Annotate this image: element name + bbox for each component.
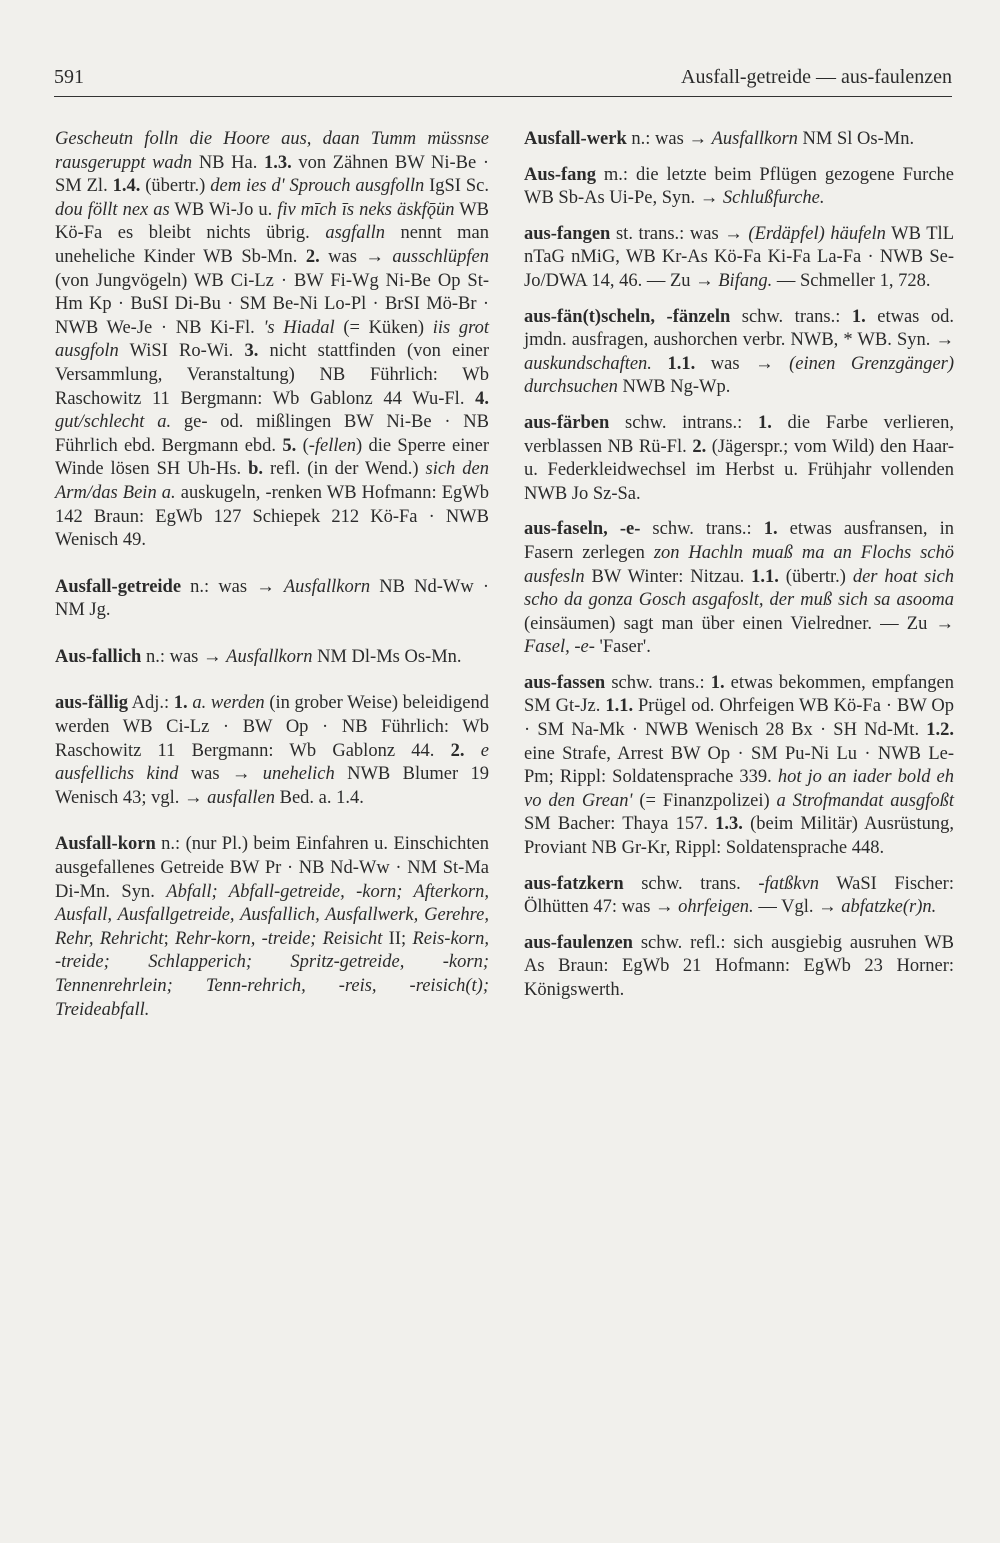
headword: Ausfall-korn [55,834,156,855]
entry-aus-fatzkern: aus-fatzkern schw. trans. -fatßkvn WaSI Fischer: Ölhütten 47: was → ohrfeigen. — Vgl. → abfatzke(r)n. [524,873,954,918]
running-title: Ausfall-getreide — aus-faulenzen [681,66,952,88]
entry-aus-faulenzen: aus-faulenzen schw. refl.: sich ausgiebig ausruhen WB As Braun: EgWb 21 Hofmann: EgWb 23 Horner: Königswerth. [524,932,954,1000]
headword: aus-fatzkern [524,873,624,894]
headword: aus-faulenzen [524,932,633,953]
entry-aus-fassen: aus-fassen schw. trans.: 1. etwas bekommen, empfangen SM Gt-Jz. 1.1. Prügel od. Ohrfeigen WB Kö-Fa · BW Op · SM Na-Mk · NWB Wenisch 28 Bx · SH Nd-Mt. 1.2. eine Strafe, Arrest BW Op · SM Pu-Ni Lu · NWB Le-Pm; Rippl: Soldatensprache 339. hot jo an iader bold eh vo den Grean' (= Finanzpolizei) a Strofmandat ausgfoßt SM Bacher: Thaya 157. 1.3. (beim Militär) Ausrüstung, Proviant NB Gr-Kr, Rippl: Soldatensprache 448. [524,672,955,859]
entry-aus-fallich: Aus-fallich n.: was → Ausfallkorn NM Dl-Ms Os-Mn. [55,646,462,667]
headword: aus-fangen [524,223,611,244]
entry-aus-faseln: aus-faseln, -e- schw. trans.: 1. etwas ausfransen, in Fasern zerlegen zon Hachln muaß ma an Flochs schö ausfesln BW Winter: Nitzau. 1.1. (übertr.) der hoat sich scho da gonza Gosch asgafoslt, der muß sich sa asooma (einsäumen) sagt man über einen Vielredner. — Zu → Fasel, -e- 'Faser'. [524,519,955,658]
entry-aus-faerben: aus-färben schw. intrans.: 1. die Farbe verlieren, verblassen NB Rü-Fl. 2. (Jägerspr.; vom Wild) den Haar- u. Federkleidwechsel im Herbst u. Frühjahr vollenden NWB Jo Sz-Sa. [524,412,954,504]
headword: Ausfall-werk [524,129,627,149]
entry-aus-fangen: aus-fangen st. trans.: was → (Erdäpfel) häufeln WB TlL nTaG nMiG, WB Kr-As Kö-Fa Ki-Fa La-Fa · NWB Se-Jo/DWA 14, 46. — Zu → Bifang. — Schmeller 1, 728. [524,223,954,291]
entry-aus-fang: Aus-fang m.: die letzte beim Pflügen gezogene Furche WB Sb-As Ui-Pe, Syn. → Schlußfurche. [524,164,954,209]
entry-ausfall-werk: Ausfall-werk n.: was → Ausfallkorn NM Sl Os-Mn. [524,129,915,149]
page-number: 591 [54,66,84,88]
headword: Aus-fallich [55,646,142,667]
page-header [54,66,952,94]
headword: Ausfall-getreide [55,576,182,597]
entry-aus-faentscheln: aus-fän(t)scheln, -fänzeln schw. trans.: 1. etwas od. jmdn. ausfragen, aushorchen verbr. NWB, * WB. Syn. → auskundschaften. 1.1. was → (einen Grenzgänger) durchsuchen NWB Ng-Wp. [524,306,955,398]
header-rule [54,96,952,97]
right-column [524,128,954,1003]
headword: Aus-fang [524,164,596,185]
headword: aus-fän(t)scheln, -fänzeln [524,306,731,327]
headword: aus-faseln, -e- [524,519,641,540]
entry-ausfall-getreide: Ausfall-getreide n.: was → Ausfallkorn NB Nd-Ww · NM Jg. [55,576,490,621]
entry-ausfall-korn: Ausfall-korn n.: (nur Pl.) beim Einfahren u. Einschichten ausgefallenes Getreide BW Pr · NB Nd-Ww · NM St-Ma Di-Mn. Syn. Abfall; Abfall-getreide, -korn; Afterkorn, Ausfall, Ausfallgetreide, Ausfallich, Ausfallwerk, Gerehre, Rehr, Rehricht; Rehr-korn, -treide; Reisicht II; Reis-korn, -treide; Schlapperich; Spritz-getreide, -korn; Tennenrehrlein; Tenn-rehrich, -reis, -reisich(t); Treideabfall. [55,834,490,1020]
entry-aus-faellig: aus-fällig Adj.: 1. a. werden (in grober Weise) beleidigend werden WB Ci-Lz · BW Op · NB Führlich: Wb Raschowitz 11 Bergmann: Wb Gablonz 44. 2. e ausfellichs kind was → unehelich NWB Blumer 19 Wenisch 43; vgl. → ausfallen Bed. a. 1.4. [55,693,490,808]
headword: aus-fassen [524,672,606,693]
entry-continuation: Gescheutn folln die Hoore aus, daan Tumm müssnse rausgeruppt wadn NB Ha. 1.3. von Zähnen BW Ni-Be · SM Zl. 1.4. (übertr.) dem ies d' Sprouch ausgfolln IgSI Sc. dou föllt nex as WB Wi-Jo u. fiv mīch īs neks äskfǭün WB Kö-Fa es bleibt nichts übrig. asgfalln nennt man uneheliche Kinder WB Sb-Mn. 2. was → ausschlüpfen (von Jungvögeln) WB Ci-Lz · BW Fi-Wg Ni-Be Op St-Hm Kp · BuSI Di-Bu · SM Be-Ni Lo-Pl · BrSI Mö-Br · NWB We-Je · NB Ki-Fl. 's Hiadal (= Küken) iis grot ausgfoln WiSI Ro-Wi. 3. nicht stattfinden (von einer Versammlung, Veranstaltung) NB Führlich: Wb Raschowitz 11 Bergmann: Wb Gablonz 44 Wu-Fl. 4. gut/schlecht a. ge- od. mißlingen BW Ni-Be · NB Führlich ebd. Bergmann ebd. 5. (-fellen) die Sperre einer Winde lösen SH Uh-Hs. b. refl. (in der Wend.) sich den Arm/das Bein a. auskugeln, -renken WB Hofmann: EgWb 142 Braun: EgWb 127 Schiepek 212 Kö-Fa · NWB Wenisch 49. [55,129,490,551]
left-column [55,128,489,1022]
headword: aus-färben [524,412,610,433]
headword: aus-fällig [55,693,128,714]
